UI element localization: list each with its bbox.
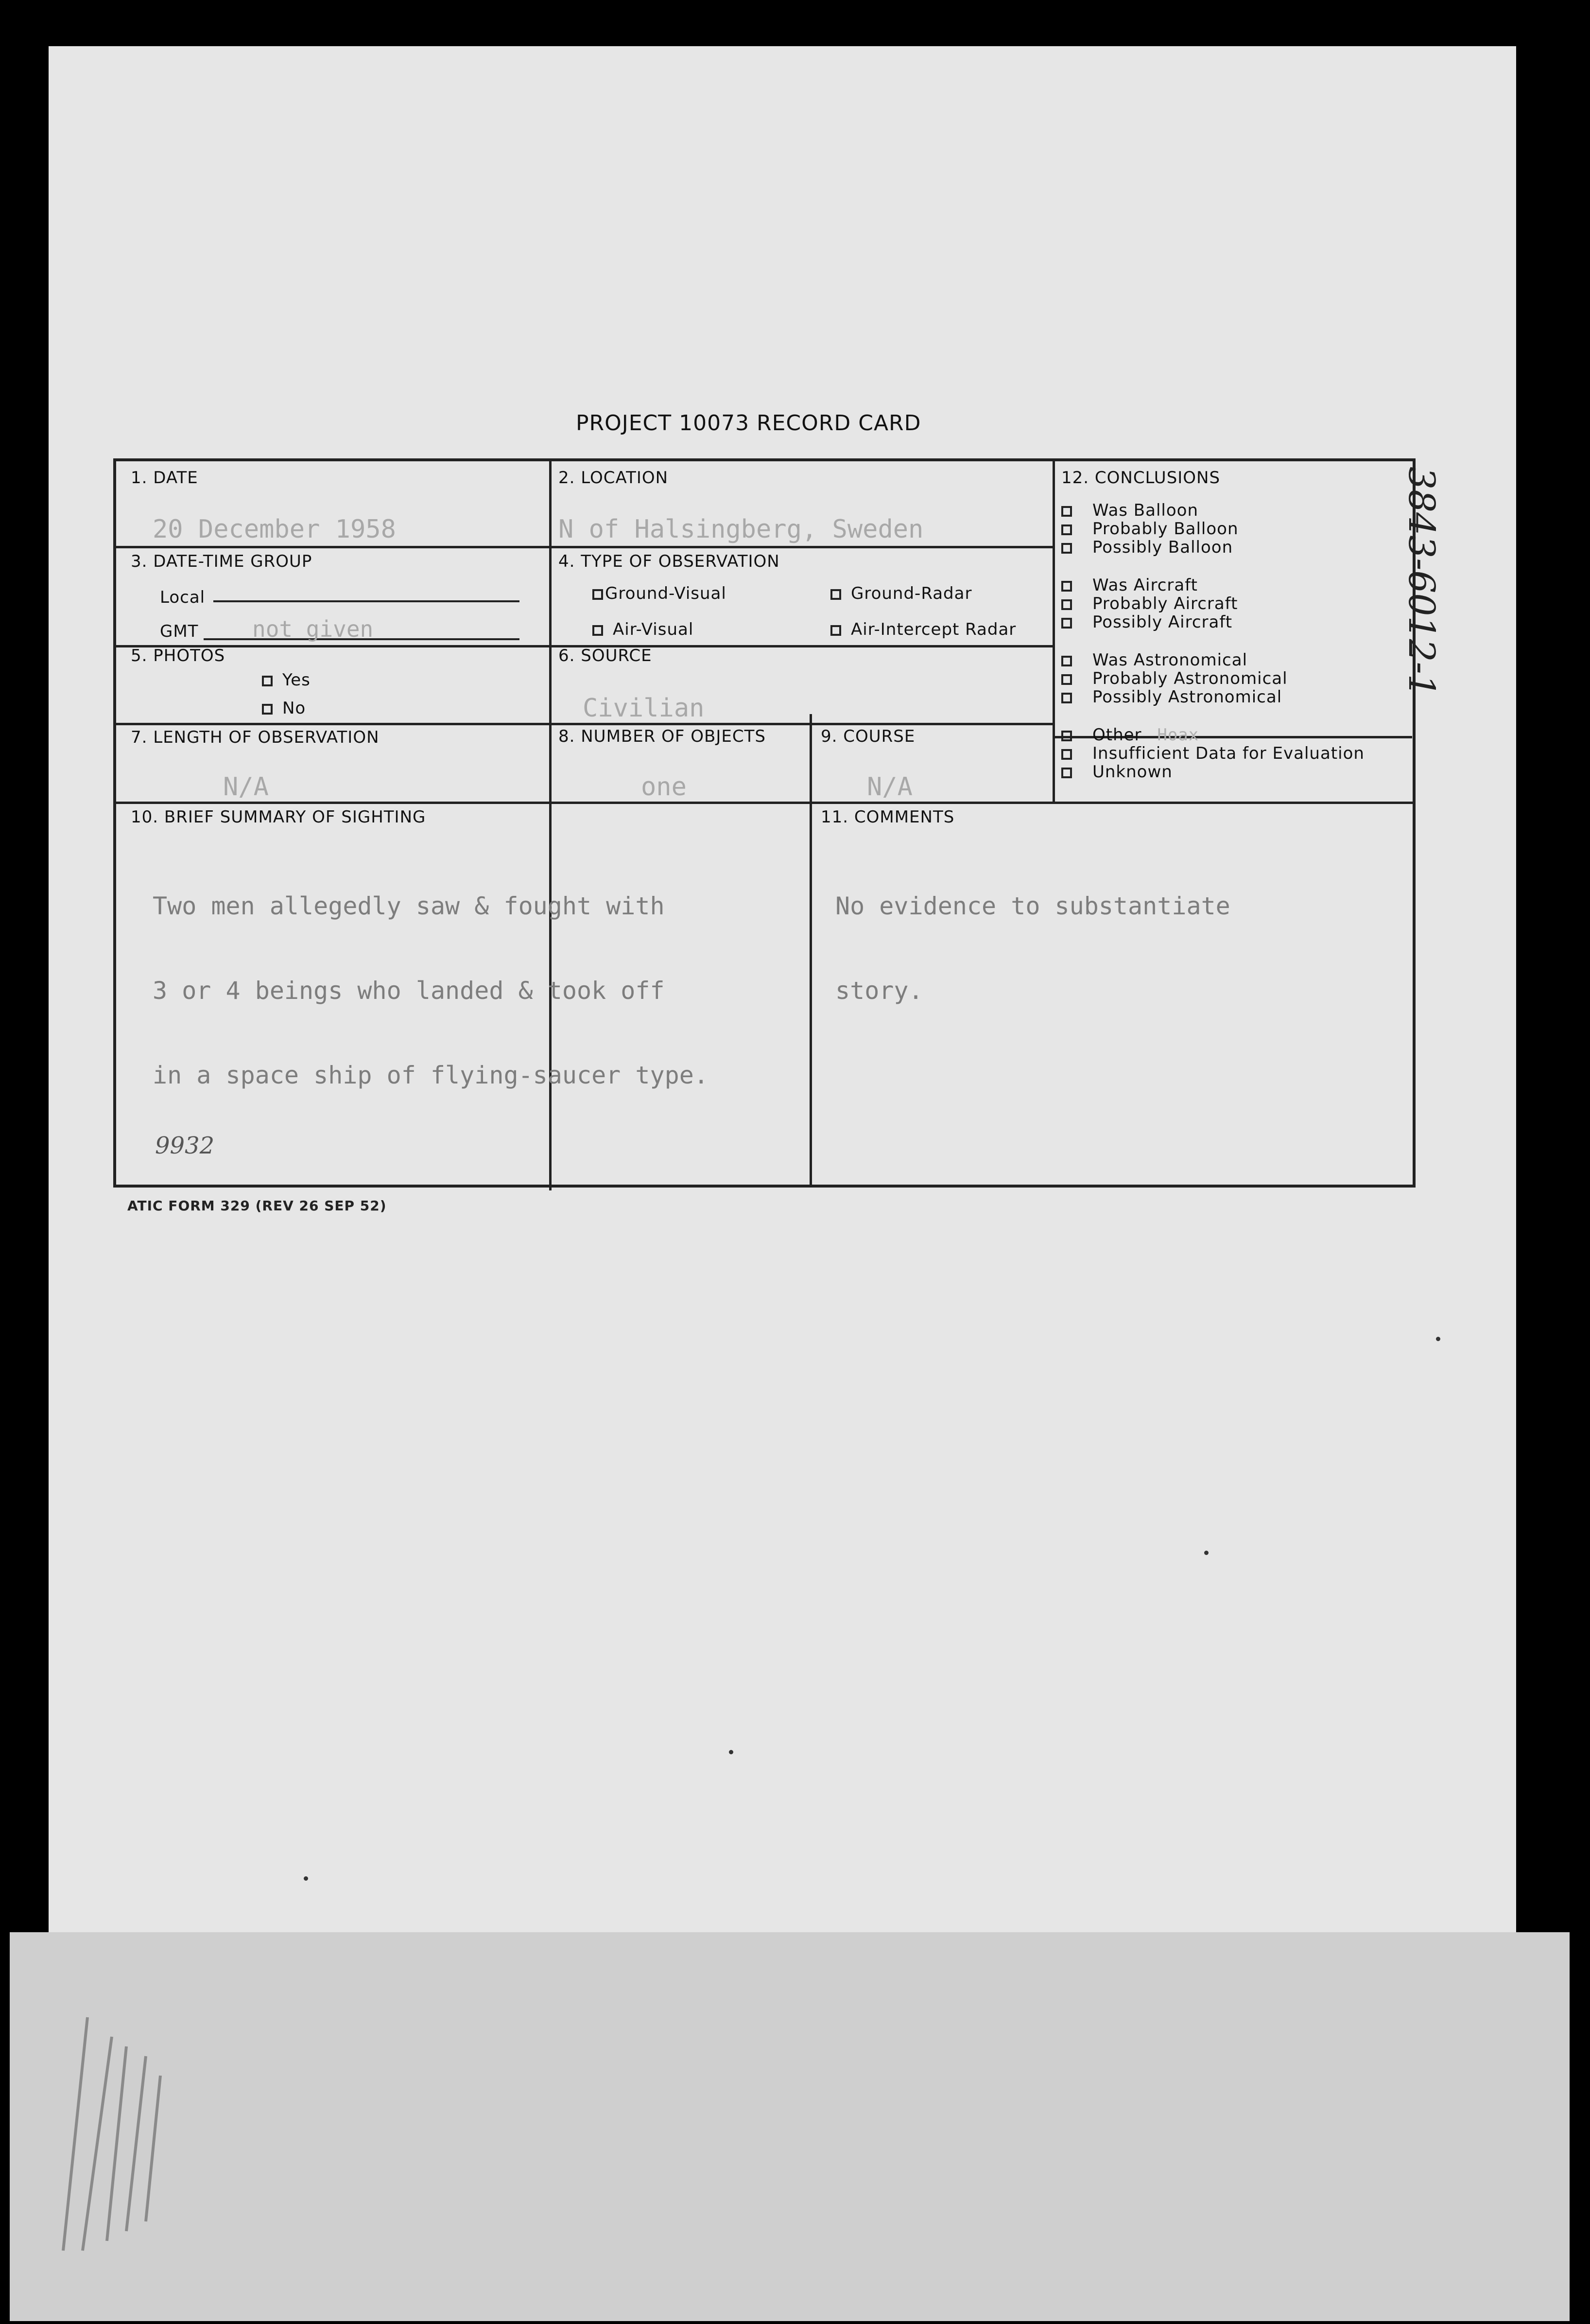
dtg-gmt-value: not given: [252, 616, 374, 642]
checkbox[interactable]: [1061, 656, 1072, 666]
comment-line: No evidence to substantiate: [835, 892, 1230, 920]
observation-type-label: 4. TYPE OF OBSERVATION: [558, 552, 780, 571]
checkbox[interactable]: [262, 704, 273, 715]
checkbox[interactable]: [1061, 768, 1072, 778]
conclusions-list: [1061, 501, 1365, 781]
option-ground-visual[interactable]: Ground-Visual: [592, 584, 726, 603]
number-of-objects-label: 8. NUMBER OF OBJECTS: [558, 727, 766, 746]
option-air-intercept-radar[interactable]: Air-Intercept Radar: [830, 620, 1016, 639]
photos-label: 5. PHOTOS: [131, 646, 225, 665]
conclusion-probably-aircraft[interactable]: Probably Aircraft: [1061, 594, 1365, 613]
dtg-local-label: Local: [160, 588, 206, 607]
speck: [1436, 1337, 1440, 1341]
card-title: PROJECT 10073 RECORD CARD: [576, 411, 921, 436]
summary-label: 10. BRIEF SUMMARY OF SIGHTING: [131, 807, 426, 827]
speck: [729, 1750, 733, 1754]
form-number: ATIC FORM 329 (REV 26 SEP 52): [127, 1198, 387, 1214]
speck: [304, 1876, 308, 1881]
checkbox[interactable]: [1061, 618, 1072, 629]
conclusion-was-balloon[interactable]: Was Balloon: [1061, 501, 1365, 520]
scribble-mark: [44, 1978, 190, 2270]
checkbox[interactable]: [1061, 581, 1072, 592]
summary-line: 3 or 4 beings who landed & took off: [153, 977, 665, 1005]
conclusion-was-aircraft[interactable]: Was Aircraft: [1061, 576, 1365, 594]
length-value: N/A: [223, 772, 269, 802]
summary-line: in a space ship of flying-saucer type.: [153, 1061, 709, 1089]
checkbox[interactable]: [830, 625, 841, 636]
option-air-visual[interactable]: Air-Visual: [592, 620, 693, 639]
comment-line: story.: [835, 977, 923, 1005]
checkbox[interactable]: [1061, 543, 1072, 554]
checkbox[interactable]: [830, 589, 841, 600]
checkbox[interactable]: [1061, 731, 1072, 741]
checkbox[interactable]: [1061, 524, 1072, 535]
checkbox[interactable]: [592, 589, 603, 600]
checkbox[interactable]: [1061, 674, 1072, 685]
photos-option-yes[interactable]: Yes: [262, 670, 311, 690]
comments-label: 11. COMMENTS: [821, 807, 955, 827]
checkbox[interactable]: [1061, 693, 1072, 703]
course-label: 9. COURSE: [821, 727, 916, 746]
handwritten-case-number: 3843-6012-1: [1400, 467, 1442, 697]
conclusion-possibly-aircraft[interactable]: Possibly Aircraft: [1061, 613, 1365, 631]
summary-line: Two men allegedly saw & fought with: [153, 892, 665, 920]
source-value: Civilian: [583, 694, 705, 723]
dtg-label: 3. DATE-TIME GROUP: [131, 552, 312, 571]
conclusion-possibly-astronomical[interactable]: Possibly Astronomical: [1061, 688, 1365, 706]
conclusion-possibly-balloon[interactable]: Possibly Balloon: [1061, 538, 1365, 557]
conclusion-other[interactable]: Other Hoax: [1061, 726, 1365, 744]
checkbox[interactable]: [1061, 506, 1072, 517]
record-card-form: [113, 458, 1416, 1188]
length-label: 7. LENGTH OF OBSERVATION: [131, 728, 380, 747]
location-value: N of Halsingberg, Sweden: [558, 515, 924, 544]
checkbox[interactable]: [1061, 599, 1072, 610]
conclusions-label: 12. CONCLUSIONS: [1061, 468, 1221, 488]
conclusion-probably-astronomical[interactable]: Probably Astronomical: [1061, 669, 1365, 688]
course-value: N/A: [867, 772, 913, 802]
checkbox[interactable]: [592, 625, 603, 636]
conclusion-other-value: Hoax: [1157, 725, 1199, 745]
date-value: 20 December 1958: [153, 515, 396, 544]
dtg-gmt-label: GMT: [160, 622, 199, 641]
checkbox[interactable]: [262, 676, 273, 686]
conclusion-insufficient-data[interactable]: Insufficient Data for Evaluation: [1061, 744, 1365, 763]
photos-option-no[interactable]: No: [262, 699, 306, 718]
comments-text: [835, 836, 1230, 1061]
handwritten-margin-note: 9932: [155, 1132, 215, 1159]
location-label: 2. LOCATION: [558, 468, 669, 488]
conclusion-unknown[interactable]: Unknown: [1061, 763, 1365, 781]
checkbox[interactable]: [1061, 749, 1072, 760]
date-label: 1. DATE: [131, 468, 198, 488]
speck: [1204, 1551, 1209, 1555]
number-of-objects-value: one: [641, 772, 687, 802]
conclusion-was-astronomical[interactable]: Was Astronomical: [1061, 651, 1365, 669]
option-ground-radar[interactable]: Ground-Radar: [830, 584, 972, 603]
summary-text: [153, 836, 709, 1146]
source-label: 6. SOURCE: [558, 646, 652, 665]
conclusion-probably-balloon[interactable]: Probably Balloon: [1061, 520, 1365, 538]
film-strip-border: [10, 1932, 1570, 2321]
